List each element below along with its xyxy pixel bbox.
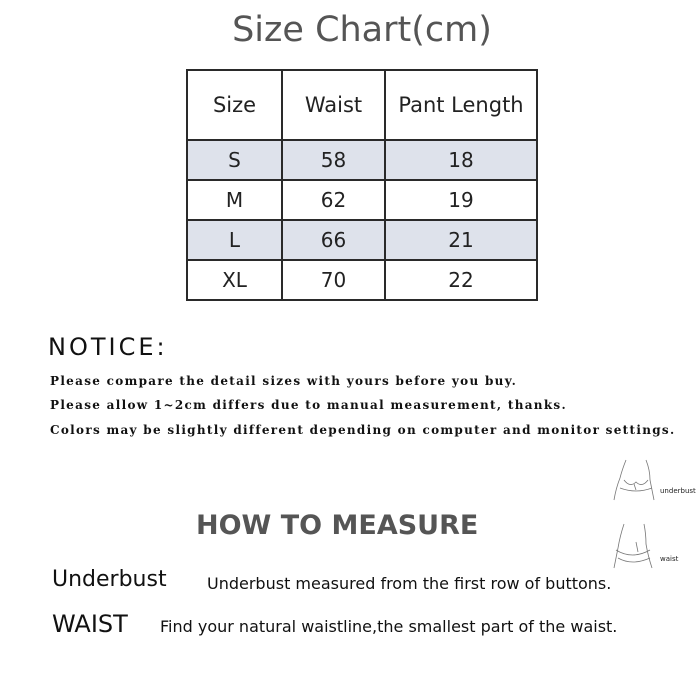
table-row (187, 180, 537, 220)
cell-waist: 66 (282, 220, 385, 260)
cell-waist: 70 (282, 260, 385, 300)
cell-size: S (187, 140, 282, 180)
cell-pant-length: 22 (385, 260, 537, 300)
cell-size: M (187, 180, 282, 220)
notice-line: Colors may be slightly different depending on computer and monitor settings. (50, 423, 676, 437)
how-to-measure-title: HOW TO MEASURE (196, 510, 479, 541)
notice-line: Please compare the detail sizes with yours before you buy. (50, 374, 518, 388)
term-underbust: Underbust (52, 567, 167, 592)
desc-waist: Find your natural waistline,the smallest part of the waist. (160, 617, 618, 636)
header-waist: Waist (282, 70, 385, 140)
cell-pant-length: 21 (385, 220, 537, 260)
table-row (187, 220, 537, 260)
size-chart-title: Size Chart(cm) (232, 10, 492, 50)
table-row (187, 260, 537, 300)
size-table (186, 69, 538, 301)
term-waist: WAIST (52, 610, 128, 638)
table-row (187, 140, 537, 180)
waist-sketch-label: waist (660, 555, 679, 563)
cell-pant-length: 19 (385, 180, 537, 220)
cell-size: L (187, 220, 282, 260)
header-size: Size (187, 70, 282, 140)
cell-waist: 58 (282, 140, 385, 180)
desc-underbust: Underbust measured from the first row of buttons. (207, 574, 612, 593)
cell-pant-length: 18 (385, 140, 537, 180)
header-pant-length: Pant Length (385, 70, 537, 140)
waist-sketch-icon (606, 522, 661, 572)
cell-size: XL (187, 260, 282, 300)
cell-waist: 62 (282, 180, 385, 220)
underbust-sketch-icon (606, 458, 666, 508)
notice-title: NOTICE: (48, 333, 168, 361)
underbust-sketch-label: underbust (660, 487, 696, 495)
table-header-row (187, 70, 537, 140)
notice-line: Please allow 1~2cm differs due to manual measurement, thanks. (50, 398, 567, 412)
